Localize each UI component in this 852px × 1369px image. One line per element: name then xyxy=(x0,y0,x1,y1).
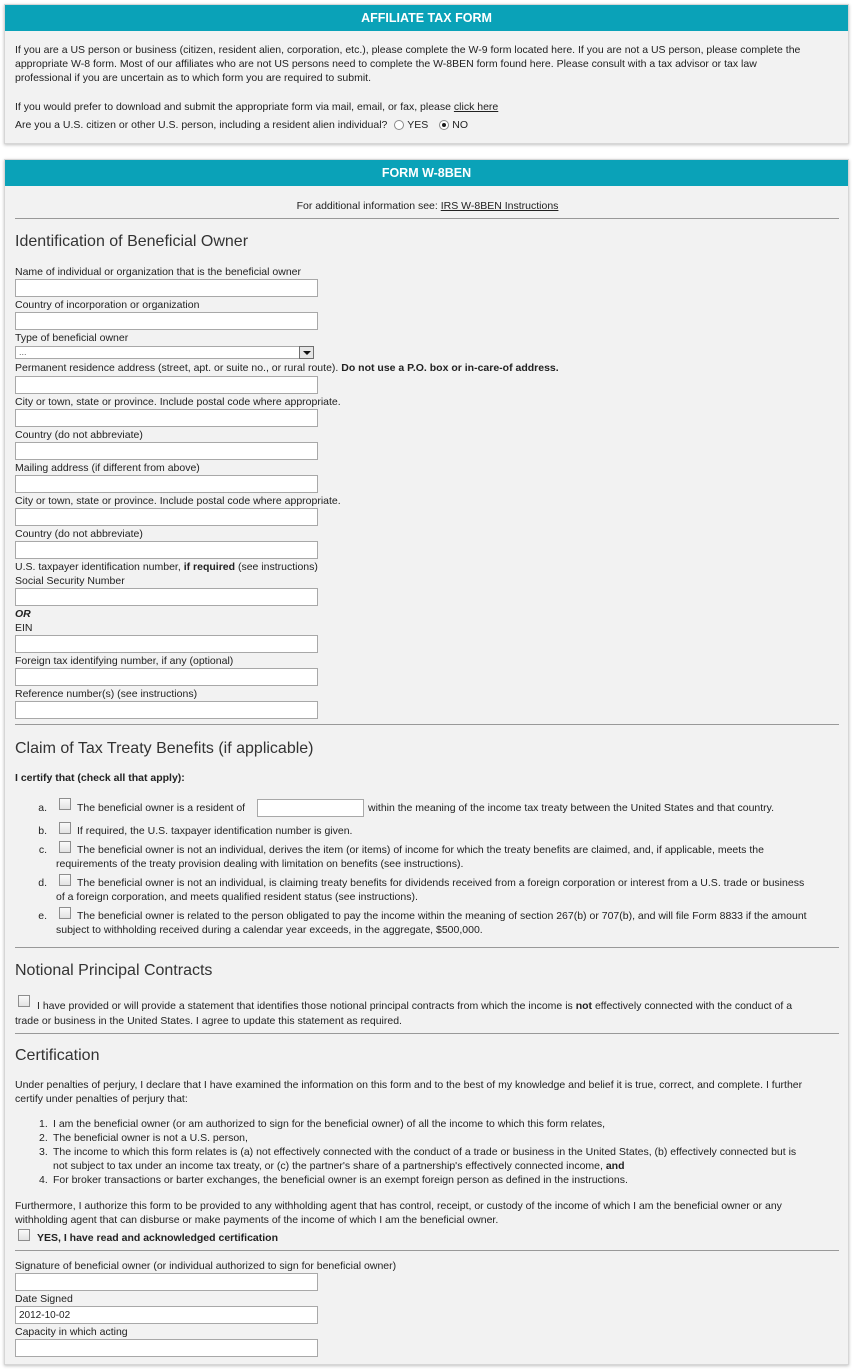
ein-label: EIN xyxy=(15,622,33,634)
treaty-c-line-2: requirements of the treaty provision dealing with limitation on benefits (see instructions). xyxy=(56,858,464,870)
item-c-letter: c. xyxy=(38,844,47,856)
divider xyxy=(15,947,839,948)
mailing-city-label: City or town, state or province. Include postal code where appropriate. xyxy=(15,495,341,507)
treaty-b-text: If required, the U.S. taxpayer identification number is given. xyxy=(77,825,353,837)
foreign-tin-input[interactable] xyxy=(15,668,318,686)
treaty-e-line-2: subject to withholding received during a calendar year exceeds, in the aggregate, $500,000. xyxy=(56,924,483,936)
us-tin-label xyxy=(15,561,318,573)
treaty-d-line-2: of a foreign corporation, and meets qualified resident status (see instructions). xyxy=(56,891,418,903)
certification-section-title: Certification xyxy=(15,1047,100,1064)
treaty-country-input[interactable] xyxy=(257,799,364,817)
permanent-address-warning: Do not use a P.O. box or in-care-of address. xyxy=(341,362,559,374)
affiliate-panel-title: AFFILIATE TAX FORM xyxy=(5,5,848,31)
yes-radio[interactable] xyxy=(394,120,404,130)
country-input[interactable] xyxy=(15,442,318,460)
permanent-address-label-text: Permanent residence address (street, apt. or suite no., or rural route). xyxy=(15,362,339,374)
yes-option[interactable] xyxy=(394,119,431,131)
intro-line-3: professional if you are uncertain as to which form you are required to submit. xyxy=(15,72,372,84)
mailing-country-label: Country (do not abbreviate) xyxy=(15,528,143,540)
city-input[interactable] xyxy=(15,409,318,427)
signature-label: Signature of beneficial owner (or individual authorized to sign for beneficial owner) xyxy=(15,1260,397,1272)
identification-section-title: Identification of Beneficial Owner xyxy=(15,233,249,250)
us-tin-label-text: U.S. taxpayer identification number, xyxy=(15,561,181,573)
us-person-question-row xyxy=(15,118,468,132)
country-incorporation-input[interactable] xyxy=(15,312,318,330)
acknowledge-label: YES, I have read and acknowledged certification xyxy=(37,1232,278,1244)
beneficial-owner-name-input[interactable] xyxy=(15,279,318,297)
notional-line-1-rest: effectively connected with the conduct of a xyxy=(594,1000,793,1012)
reference-number-label: Reference number(s) (see instructions) xyxy=(15,688,198,700)
irs-instructions-link[interactable]: IRS W-8BEN Instructions xyxy=(440,200,559,212)
furthermore-line-1: Furthermore, I authorize this form to be provided to any withholding agent that has control, receipt, or custody of the income of which I am the beneficial owner or any xyxy=(15,1200,782,1212)
signature-input[interactable] xyxy=(15,1273,318,1291)
chevron-down-icon[interactable] xyxy=(299,346,314,359)
click-here-link[interactable]: click here xyxy=(453,101,499,113)
capacity-label: Capacity in which acting xyxy=(15,1326,128,1338)
treaty-c-line-1: The beneficial owner is not an individual, derives the item (or items) of income for which the treaty benefits are claimed, and, if applicable, meets the xyxy=(77,844,764,856)
certify-heading: I certify that (check all that apply): xyxy=(15,772,185,784)
foreign-tin-label: Foreign tax identifying number, if any (optional) xyxy=(15,655,234,667)
treaty-d-checkbox[interactable] xyxy=(59,874,71,886)
treaty-a-text-2: within the meaning of the income tax treaty between the United States and that country. xyxy=(368,802,775,814)
mailing-city-input[interactable] xyxy=(15,508,318,526)
mailing-address-input[interactable] xyxy=(15,475,318,493)
mailing-country-input[interactable] xyxy=(15,541,318,559)
permanent-address-input[interactable] xyxy=(15,376,318,394)
treaty-c-checkbox[interactable] xyxy=(59,841,71,853)
notional-line-2: trade or business in the United States. I agree to update this statement as required. xyxy=(15,1015,402,1027)
w8ben-panel-title: FORM W-8BEN xyxy=(5,160,848,186)
divider xyxy=(15,1033,839,1034)
ein-input[interactable] xyxy=(15,635,318,653)
cert-item-3-number: 3. xyxy=(39,1146,48,1158)
cert-item-3-and: and xyxy=(605,1160,625,1172)
beneficial-owner-name-label: Name of individual or organization that is the beneficial owner xyxy=(15,266,301,278)
cert-item-2-number: 2. xyxy=(39,1132,48,1144)
no-radio[interactable] xyxy=(439,120,449,130)
yes-label: YES xyxy=(407,119,429,131)
furthermore-line-2: withholding agent that can disburse or make payments of the income of which I am the beneficial owner. xyxy=(15,1214,499,1226)
item-d-letter: d. xyxy=(38,877,47,889)
treaty-e-checkbox[interactable] xyxy=(59,907,71,919)
treaty-a-checkbox[interactable] xyxy=(59,798,71,810)
item-e-letter: e. xyxy=(38,910,47,922)
ssn-input[interactable] xyxy=(15,588,318,606)
owner-type-value: ... xyxy=(19,347,27,357)
us-person-question: Are you a U.S. citizen or other U.S. person, including a resident alien individual? xyxy=(15,119,388,131)
certification-intro-1: Under penalties of perjury, I declare that I have examined the information on this form and to the best of my knowledge and belief it is true, correct, and complete. I further xyxy=(15,1079,803,1091)
notional-line-1-text: I have provided or will provide a statement that identifies those notional principal contracts from which the income is xyxy=(37,1000,573,1012)
download-sentence xyxy=(15,100,498,114)
cert-item-3-line-2-text: not subject to tax under an income tax treaty, or (c) the partner's share of a partnership's effectively connected income, xyxy=(53,1160,603,1172)
treaty-e-line-1: The beneficial owner is related to the person obligated to pay the income within the meaning of section 267(b) or 707(b), and will file Form 8833 if the amount xyxy=(77,910,807,922)
treaty-d-line-1: The beneficial owner is not an individual, is claiming treaty benefits for dividends received from a foreign corporation or interest from a U.S. trade or business xyxy=(77,877,805,889)
divider xyxy=(15,218,839,219)
country-label: Country (do not abbreviate) xyxy=(15,429,143,441)
acknowledge-checkbox[interactable] xyxy=(18,1229,30,1241)
notional-line-1-not: not xyxy=(575,1000,593,1012)
owner-type-label: Type of beneficial owner xyxy=(15,332,129,344)
additional-info-text: For additional information see: xyxy=(296,200,438,212)
divider xyxy=(15,1250,839,1251)
cert-item-4: For broker transactions or barter exchanges, the beneficial owner is an exempt foreign person as defined in the instructions. xyxy=(53,1174,628,1186)
or-label: OR xyxy=(15,608,31,620)
no-label: NO xyxy=(452,119,468,131)
city-label: City or town, state or province. Include postal code where appropriate. xyxy=(15,396,341,408)
treaty-a-text-1: The beneficial owner is a resident of xyxy=(77,802,246,814)
treaty-b-checkbox[interactable] xyxy=(59,822,71,834)
notional-line-1 xyxy=(37,1000,792,1012)
cert-item-1: I am the beneficial owner (or am authorized to sign for the beneficial owner) of all the income to which this form relates, xyxy=(53,1118,606,1130)
notional-checkbox[interactable] xyxy=(18,995,30,1007)
cert-item-1-number: 1. xyxy=(39,1118,48,1130)
item-a-letter: a. xyxy=(38,802,47,814)
cert-item-2: The beneficial owner is not a U.S. person, xyxy=(53,1132,248,1144)
item-b-letter: b. xyxy=(38,825,47,837)
cert-item-3-line-2 xyxy=(53,1160,625,1172)
us-tin-label-note: (see instructions) xyxy=(237,561,318,573)
cert-item-3-line-1: The income to which this form relates is (a) not effectively connected with the conduct of a trade or business in the United States, (b) effectively connected but is xyxy=(53,1146,797,1158)
us-tin-label-required: if required xyxy=(183,561,236,573)
country-incorporation-label: Country of incorporation or organization xyxy=(15,299,200,311)
ssn-label: Social Security Number xyxy=(15,575,125,587)
download-text: If you would prefer to download and submit the appropriate form via mail, email, or fax, please xyxy=(15,101,451,113)
intro-line-2: appropriate W-8 form. Most of our affiliates who are not US persons need to complete the W-8BEN form found here. Please consult with a tax advisor or tax law xyxy=(15,58,757,70)
no-option[interactable] xyxy=(439,119,468,131)
additional-info xyxy=(5,199,850,213)
w8ben-panel xyxy=(4,159,849,1365)
date-signed-label: Date Signed xyxy=(15,1293,73,1305)
divider xyxy=(15,724,839,725)
affiliate-tax-panel xyxy=(4,4,849,144)
owner-type-select[interactable] xyxy=(15,346,314,359)
notional-section-title: Notional Principal Contracts xyxy=(15,962,213,979)
mailing-address-label: Mailing address (if different from above) xyxy=(15,462,200,474)
certification-intro-2: certify under penalties of perjury that: xyxy=(15,1093,188,1105)
reference-number-input[interactable] xyxy=(15,701,318,719)
intro-line-1: If you are a US person or business (citizen, resident alien, corporation, etc.), please complete the W-9 form located here. If you are not a US person, please complete the xyxy=(15,44,801,56)
cert-item-4-number: 4. xyxy=(39,1174,48,1186)
capacity-input[interactable] xyxy=(15,1339,318,1357)
treaty-section-title: Claim of Tax Treaty Benefits (if applicable) xyxy=(15,740,314,757)
date-signed-input[interactable] xyxy=(15,1306,318,1324)
permanent-address-label xyxy=(15,362,559,374)
